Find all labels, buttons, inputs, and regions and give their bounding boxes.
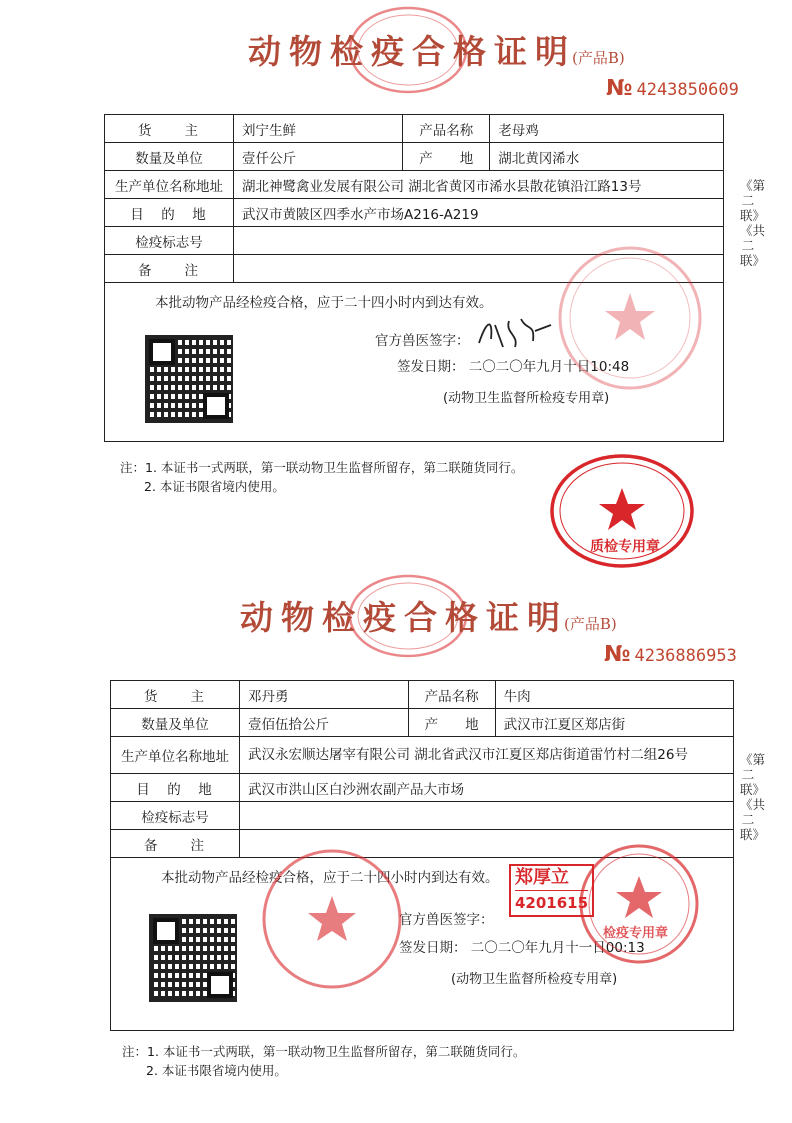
form-row-mark	[111, 802, 734, 830]
quantity-value: 壹仟公斤	[234, 143, 403, 171]
form-row-owner	[111, 681, 734, 709]
product-label: 产品名称	[408, 681, 495, 709]
seal-note: (动物卫生监督所检疫专用章)	[443, 391, 610, 406]
vet-name: 郑厚立	[515, 867, 569, 888]
signature-label: 官方兽医签字：	[399, 912, 494, 928]
copy-indicator: 《第二联》《共二联》	[740, 178, 766, 268]
qr-code	[149, 914, 237, 1002]
certificate-body	[111, 858, 734, 1031]
statement-text: 本批动物产品经检疫合格，应于二十四小时内到达有效。	[161, 870, 499, 886]
form-row-body	[111, 858, 734, 1031]
certificate-1	[0, 0, 792, 560]
remarks-label: 备 注	[111, 830, 240, 858]
form-row-destination	[111, 774, 734, 802]
form-row-destination	[105, 199, 724, 227]
origin-value: 湖北黄冈浠水	[490, 143, 724, 171]
certificate-body	[105, 283, 724, 442]
owner-value: 邓丹勇	[240, 681, 409, 709]
certificate-title: 动物检疫合格证明(产品B)	[240, 598, 617, 637]
form-row-owner	[105, 115, 724, 143]
notes	[122, 1042, 525, 1080]
inspection-seal	[555, 243, 705, 393]
quality-seal-text: 质检专用章	[590, 539, 660, 555]
producer-value: 武汉永宏顺达屠宰有限公司 湖北省武汉市江夏区郑店街道雷竹村二组26号	[240, 737, 734, 774]
note-2: 2. 本证书限省境内使用。	[146, 1063, 287, 1078]
origin-label: 产 地	[403, 143, 490, 171]
quantity-label: 数量及单位	[111, 709, 240, 737]
destination-value: 武汉市黄陂区四季水产市场A216-A219	[234, 199, 724, 227]
mark-value	[240, 802, 734, 830]
issue-date-value: 二〇二〇年九月十日10:48	[468, 359, 630, 375]
inspection-seal	[577, 842, 701, 966]
issue-date-label: 签发日期：	[397, 359, 465, 375]
company-seal	[257, 844, 407, 994]
handwritten-signature	[475, 313, 555, 353]
signature-label: 官方兽医签字：	[375, 333, 470, 349]
form-row-producer	[111, 737, 734, 774]
serial-number: № 4236886953	[604, 642, 737, 667]
notes	[120, 458, 523, 496]
producer-label: 生产单位名称地址	[105, 171, 234, 199]
issue-date-label: 签发日期：	[399, 940, 467, 956]
certificate-form	[110, 680, 734, 1031]
origin-value: 武汉市江夏区郑店街	[495, 709, 733, 737]
serial-number: № 4243850609	[606, 76, 739, 101]
destination-value: 武汉市洪山区白沙洲农副产品大市场	[240, 774, 734, 802]
seal-note: (动物卫生监督所检疫专用章)	[451, 972, 618, 987]
destination-label: 目 的 地	[111, 774, 240, 802]
destination-label: 目 的 地	[105, 199, 234, 227]
quantity-value: 壹佰伍拾公斤	[240, 709, 409, 737]
owner-label: 货 主	[105, 115, 234, 143]
mark-label: 检疫标志号	[111, 802, 240, 830]
form-row-quantity	[105, 143, 724, 171]
note-1: 注：1. 本证书一式两联，第一联动物卫生监督所留存，第二联随货同行。	[122, 1044, 526, 1059]
quantity-label: 数量及单位	[105, 143, 234, 171]
remarks-label: 备 注	[105, 255, 234, 283]
copy-indicator: 《第二联》《共二联》	[740, 752, 766, 842]
statement-text: 本批动物产品经检疫合格，应于二十四小时内到达有效。	[155, 295, 493, 311]
form-row-quantity	[111, 709, 734, 737]
issue-date-value: 二〇二〇年九月十一日00:13	[470, 940, 645, 956]
product-value: 老母鸡	[490, 115, 724, 143]
certificate-title: 动物检疫合格证明(产品B)	[248, 32, 625, 71]
mark-label: 检疫标志号	[105, 227, 234, 255]
vet-id: 4201615	[515, 890, 588, 915]
producer-value: 湖北神鹭禽业发展有限公司 湖北省黄冈市浠水县散花镇沿江路13号	[234, 171, 724, 199]
note-1: 注：1. 本证书一式两联，第一联动物卫生监督所留存，第二联随货同行。	[120, 460, 524, 475]
form-row-producer	[105, 171, 724, 199]
certificate-2	[0, 570, 792, 1123]
note-2: 2. 本证书限省境内使用。	[144, 479, 285, 494]
producer-label: 生产单位名称地址	[111, 737, 240, 774]
form-row-body	[105, 283, 724, 442]
owner-label: 货 主	[111, 681, 240, 709]
product-value: 牛肉	[495, 681, 733, 709]
inspection-seal-text: 检疫专用章	[603, 926, 669, 941]
qr-code	[145, 335, 233, 423]
certificate-form	[104, 114, 724, 442]
origin-label: 产 地	[408, 709, 495, 737]
product-label: 产品名称	[403, 115, 490, 143]
owner-value: 刘宁生鲜	[234, 115, 403, 143]
